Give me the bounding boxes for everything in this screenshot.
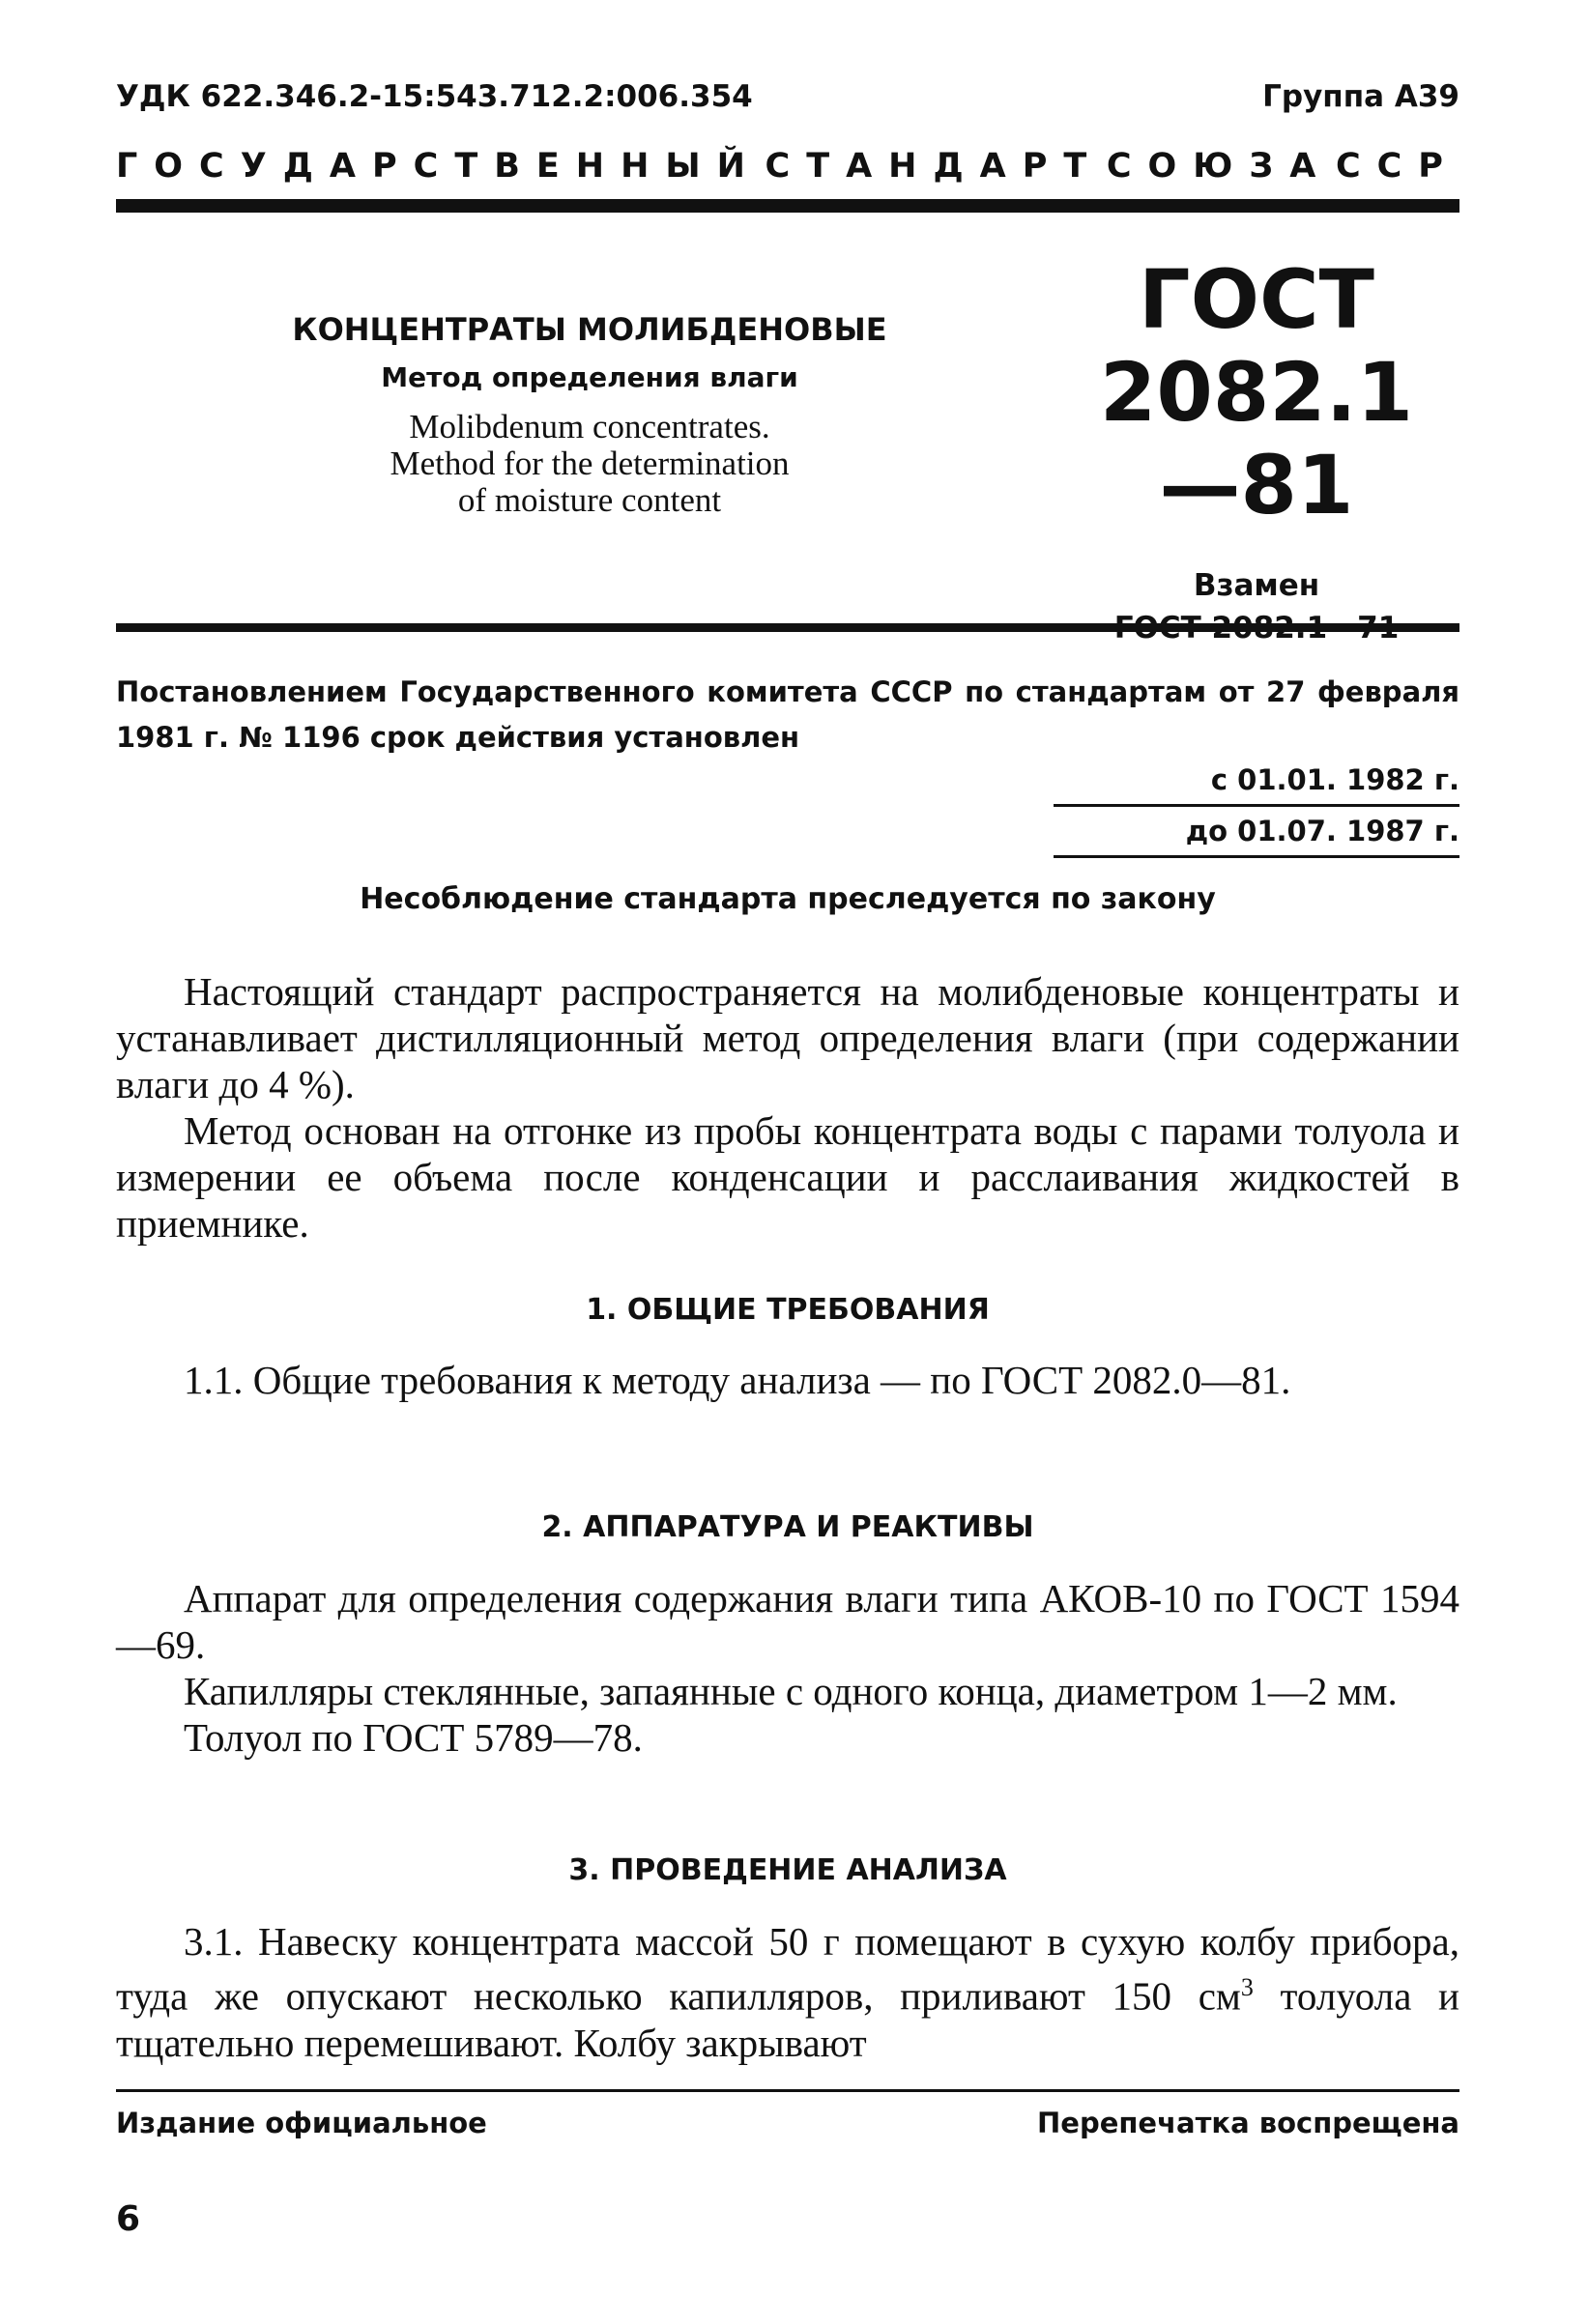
section-2-paragraph-3: Толуол по ГОСТ 5789—78. bbox=[184, 1715, 643, 1760]
document-page bbox=[116, 0, 1459, 2324]
section-3-text-b: толуола и тщательно перемешивают. Колбу закрывают bbox=[116, 1973, 1459, 2065]
gost-word: ГОСТ bbox=[1139, 252, 1374, 347]
page-number: 6 bbox=[116, 2199, 141, 2239]
english-title-line-3: of moisture content bbox=[457, 481, 722, 519]
title-block bbox=[251, 311, 928, 519]
section-1-heading: 1. ОБЩИЕ ТРЕБОВАНИЯ bbox=[586, 1293, 990, 1327]
footer-reprint-prohibited: Перепечатка воспрещена bbox=[1037, 2107, 1459, 2139]
section-1-text bbox=[116, 1357, 1459, 1403]
document-subtitle: Метод определения влаги bbox=[381, 361, 798, 393]
section-3-text bbox=[116, 1918, 1459, 2066]
section-2-paragraph-1: Аппарат для определения содержания влаги типа АКОВ-10 по ГОСТ 1594—69. bbox=[116, 1576, 1459, 1667]
document-title: КОНЦЕНТРАТЫ МОЛИБДЕНОВЫЕ bbox=[292, 311, 887, 348]
section-3-superscript: 3 bbox=[1240, 1973, 1254, 2001]
section-1-paragraph-1: 1.1. Общие требования к методу анализа — по ГОСТ 2082.0—81. bbox=[184, 1358, 1291, 1402]
banner-word-3: СОЮЗА bbox=[1106, 147, 1333, 186]
state-standard-banner bbox=[116, 147, 1459, 186]
section-2-paragraph-2: Капилляры стеклянные, запаянные с одного конца, диаметром 1—2 мм. bbox=[184, 1669, 1398, 1713]
section-2-heading: 2. АППАРАТУРА И РЕАКТИВЫ bbox=[541, 1510, 1034, 1544]
decree-text: Постановлением Государственного комитета СССР по стандартам от 27 февраля 1981 г. № 1196 срок действия установлен bbox=[116, 675, 1459, 754]
section-3-text-a: 3.1. Навеску концентрата массой 50 г помещают в сухую колбу прибора, туда же опускают несколько капилляров, приливают 150 см bbox=[116, 1919, 1459, 2019]
group-code: Группа А39 bbox=[1262, 79, 1459, 114]
udk-code: УДК 622.346.2-15:543.712.2:006.354 bbox=[116, 79, 753, 114]
validity-dates bbox=[1054, 756, 1459, 858]
section-3-paragraph-1 bbox=[116, 1918, 1459, 2066]
english-title-line-1: Molibdenum concentrates. bbox=[409, 408, 770, 445]
footer-rule bbox=[116, 2089, 1459, 2092]
banner-word-2: СТАНДАРТ bbox=[765, 147, 1104, 186]
legal-warning: Несоблюдение стандарта преследуется по закону bbox=[360, 882, 1216, 916]
intro-paragraph-2: Метод основан на отгонке из пробы концентрата воды с парами толуола и измерении ее объема после конденсации и расслаивания жидкостей в приемнике. bbox=[116, 1108, 1459, 1246]
replaces-label: Взамен bbox=[1193, 568, 1320, 603]
intro-text bbox=[116, 968, 1459, 1247]
gost-designation bbox=[1083, 253, 1430, 649]
section-2-text bbox=[116, 1575, 1459, 1761]
footer-official-edition: Издание официальное bbox=[116, 2107, 487, 2139]
intro-paragraph-1: Настоящий стандарт распространяется на молибденовые концентраты и устанавливает дистилляционный метод определения влаги (при содержании влаги до 4 %). bbox=[116, 969, 1459, 1106]
english-title-line-2: Method for the determination bbox=[390, 445, 790, 482]
gost-number: 2082.1—81 bbox=[1099, 345, 1414, 532]
banner-word-4: ССР bbox=[1335, 147, 1459, 186]
valid-from: с 01.01. 1982 г. bbox=[1054, 756, 1459, 807]
banner-word-1: ГОСУДАРСТВЕННЫЙ bbox=[116, 147, 762, 186]
header-rule bbox=[116, 199, 1459, 213]
title-rule bbox=[116, 623, 1459, 632]
header-top-row bbox=[116, 79, 1459, 118]
valid-to: до 01.07. 1987 г. bbox=[1054, 807, 1459, 858]
section-3-heading: 3. ПРОВЕДЕНИЕ АНАЛИЗА bbox=[568, 1853, 1007, 1887]
